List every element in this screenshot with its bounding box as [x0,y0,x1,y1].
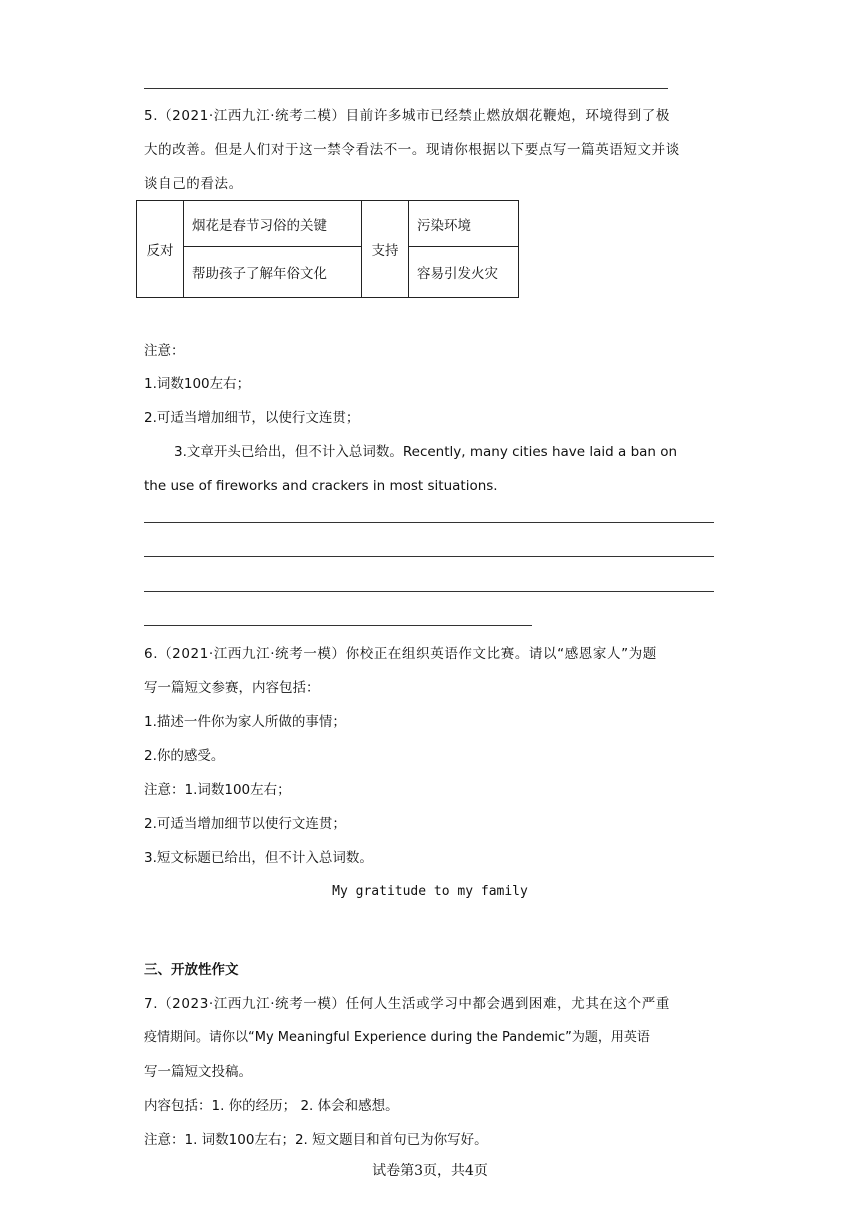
opinion-table [136,200,519,298]
q7-intro-line3: 写一篇短文投稿。 [144,1064,252,1080]
support-point-1: 污染环境 [417,217,471,234]
support-point-cell [409,247,519,298]
oppose-label: 反对 [146,243,174,259]
page-footer: 试卷第3页，共4页 [372,1163,488,1179]
q6-note2: 2.可适当增加细节以使行文连贯； [144,816,346,832]
oppose-point-cell [184,247,362,298]
q5-note-title: 注意： [144,343,185,359]
q5-intro-line3: 谈自己的看法。 [144,176,243,192]
q5-note2: 2.可适当增加细节，以使行文连贯； [144,410,360,426]
oppose-point-cell [184,201,362,247]
q7-intro-line2: 疫情期间。请你以“My Meaningful Experience during the Pandemic”为题，用英语 [144,1030,650,1045]
q6-essay-title: My gratitude to my family [332,884,528,899]
q5-intro-line2: 大的改善。但是人们对于这一禁令看法不一。现请你根据以下要点写一篇英语短文并谈 [144,142,680,158]
answer-line [144,522,714,523]
q6-item1: 1.描述一件你为家人所做的事情； [144,714,346,730]
q6-note1: 注意：1.词数100左右； [144,782,291,798]
q5-note3-line2: the use of fireworks and crackers in most situations. [144,478,498,494]
answer-line [144,556,714,557]
oppose-point-1: 烟花是春节习俗的关键 [192,217,327,234]
q7-note: 注意：1. 词数100左右；2. 短文题目和首句已为你写好。 [144,1132,488,1148]
answer-line [144,625,532,626]
q6-note3: 3.短文标题已给出，但不计入总词数。 [144,850,373,866]
answer-line [144,591,714,592]
q5-note3-line1: 3.文章开头已给出，但不计入总词数。Recently, many cities have laid a ban on [174,444,678,460]
q6-intro-line1: 6.（2021·江西九江·统考一模）你校正在组织英语作文比赛。请以“感恩家人”为题 [144,646,657,662]
support-label-cell [362,201,409,298]
oppose-point-2: 帮助孩子了解年俗文化 [192,266,327,282]
support-point-cell [409,201,519,247]
support-point-2: 容易引发火灾 [417,266,498,282]
q5-intro-line1: 5.（2021·江西九江·统考二模）目前许多城市已经禁止燃放烟花鞭炮，环境得到了极 [144,108,670,124]
q5-note1: 1.词数100左右； [144,376,251,392]
q6-item2: 2.你的感受。 [144,748,225,764]
support-label: 支持 [371,243,399,259]
q7-intro-line1: 7.（2023·江西九江·统考一模）任何人生活或学习中都会遇到困难，尤其在这个严重 [144,996,670,1012]
oppose-label-cell [137,201,184,298]
section-heading: 三、开放性作文 [144,962,239,978]
q7-content: 内容包括：1. 你的经历； 2. 体会和感想。 [144,1098,399,1114]
answer-line [144,88,668,89]
q6-intro-line2: 写一篇短文参赛，内容包括： [144,680,320,696]
